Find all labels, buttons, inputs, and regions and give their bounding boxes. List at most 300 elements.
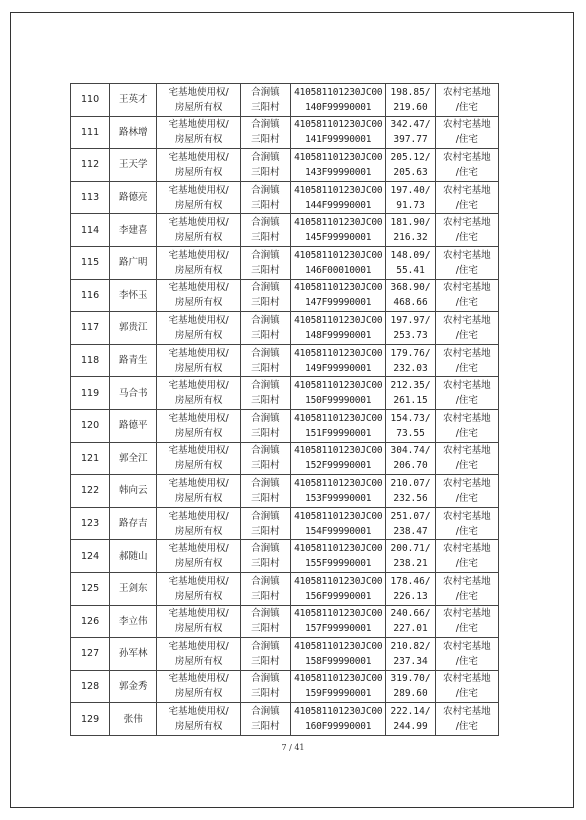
- row-number-cell: [71, 703, 110, 736]
- usage-line-2: /住宅: [455, 395, 478, 407]
- location-cell: [240, 116, 290, 149]
- building-area: 397.77: [393, 134, 428, 146]
- location-town: 合涧镇: [251, 380, 280, 392]
- row-number-cell: [71, 246, 110, 279]
- right-type-cell: [157, 214, 240, 247]
- owner-name-cell: [110, 409, 157, 442]
- building-area: 238.47: [393, 525, 428, 537]
- location-town: 合涧镇: [251, 249, 280, 261]
- location-cell: [240, 703, 290, 736]
- usage-line-2: /住宅: [455, 134, 478, 146]
- right-type-line-1: 宅基地使用权/: [168, 477, 229, 489]
- location-town: 合涧镇: [251, 412, 280, 424]
- usage-line-2: /住宅: [455, 623, 478, 635]
- area-cell: [386, 475, 435, 508]
- owner-name-cell: [110, 344, 157, 377]
- right-type-line-2: 房屋所有权: [174, 655, 223, 667]
- land-area: 197.97/: [390, 314, 431, 326]
- parcel-code-cell: [291, 670, 386, 703]
- owner-name: 李怀玉: [119, 289, 148, 301]
- land-area: 240.66/: [390, 608, 431, 620]
- row-number-cell: [71, 116, 110, 149]
- owner-name: 王剑东: [119, 583, 148, 595]
- table-row: [71, 409, 499, 442]
- parcel-code-cell: [291, 638, 386, 671]
- area-cell: [386, 84, 435, 117]
- right-type-line-2: 房屋所有权: [174, 688, 223, 700]
- usage-line-1: 农村宅基地: [443, 249, 491, 261]
- usage-cell: [435, 703, 498, 736]
- parcel-code-cell: [291, 475, 386, 508]
- right-type-line-2: 房屋所有权: [174, 134, 223, 146]
- right-type-line-2: 房屋所有权: [174, 166, 223, 178]
- parcel-code-line-1: 410581101230JC00: [294, 706, 383, 718]
- row-number: 124: [81, 550, 100, 562]
- location-town: 合涧镇: [251, 543, 280, 555]
- parcel-code-line-1: 410581101230JC00: [294, 575, 383, 587]
- right-type-cell: [157, 638, 240, 671]
- location-cell: [240, 442, 290, 475]
- owner-name: 路德平: [119, 420, 148, 432]
- usage-line-2: /住宅: [455, 525, 478, 537]
- parcel-code-line-2: 146F00010001: [305, 264, 372, 276]
- owner-name-cell: [110, 605, 157, 638]
- area-cell: [386, 540, 435, 573]
- row-number-cell: [71, 572, 110, 605]
- row-number: 125: [81, 583, 100, 595]
- owner-name-cell: [110, 670, 157, 703]
- row-number-cell: [71, 670, 110, 703]
- area-cell: [386, 409, 435, 442]
- owner-name-cell: [110, 214, 157, 247]
- usage-cell: [435, 84, 498, 117]
- parcel-code-line-2: 150F99990001: [305, 395, 372, 407]
- usage-line-2: /住宅: [455, 101, 478, 113]
- building-area: 261.15: [393, 395, 428, 407]
- table-row: [71, 442, 499, 475]
- parcel-code-line-2: 160F99990001: [305, 721, 372, 733]
- usage-line-1: 农村宅基地: [443, 282, 491, 294]
- usage-line-2: /住宅: [455, 688, 478, 700]
- land-area: 205.12/: [390, 151, 431, 163]
- location-town: 合涧镇: [251, 184, 280, 196]
- owner-name: 李建喜: [119, 224, 148, 236]
- owner-name: 路青生: [119, 355, 148, 367]
- parcel-code-line-2: 154F99990001: [305, 525, 372, 537]
- page-number: 7 / 41: [281, 743, 305, 752]
- owner-name-cell: [110, 246, 157, 279]
- parcel-code-line-2: 143F99990001: [305, 166, 372, 178]
- parcel-code-cell: [291, 279, 386, 312]
- usage-line-2: /住宅: [455, 329, 478, 341]
- location-village: 三阳村: [251, 427, 280, 439]
- parcel-code-line-1: 410581101230JC00: [294, 412, 383, 424]
- parcel-code-line-1: 410581101230JC00: [294, 445, 383, 457]
- row-number: 114: [81, 224, 100, 236]
- parcel-code-cell: [291, 84, 386, 117]
- row-number: 127: [81, 648, 100, 660]
- building-area: 468.66: [393, 297, 428, 309]
- building-area: 232.03: [393, 362, 428, 374]
- row-number-cell: [71, 312, 110, 345]
- building-area: 206.70: [393, 460, 428, 472]
- right-type-line-2: 房屋所有权: [174, 525, 223, 537]
- location-cell: [240, 475, 290, 508]
- usage-line-2: /住宅: [455, 362, 478, 374]
- row-number-cell: [71, 442, 110, 475]
- usage-cell: [435, 409, 498, 442]
- parcel-code-line-1: 410581101230JC00: [294, 477, 383, 489]
- row-number: 113: [81, 192, 100, 204]
- owner-name: 王天学: [119, 159, 148, 171]
- usage-line-1: 农村宅基地: [443, 314, 491, 326]
- parcel-code-line-1: 410581101230JC00: [294, 249, 383, 261]
- usage-line-2: /住宅: [455, 655, 478, 667]
- area-cell: [386, 507, 435, 540]
- owner-name: 马合书: [119, 387, 148, 399]
- row-number-cell: [71, 214, 110, 247]
- usage-cell: [435, 540, 498, 573]
- row-number-cell: [71, 377, 110, 410]
- right-type-cell: [157, 540, 240, 573]
- owner-name: 郭贵江: [119, 322, 148, 334]
- location-town: 合涧镇: [251, 86, 280, 98]
- right-type-line-2: 房屋所有权: [174, 362, 223, 374]
- right-type-cell: [157, 344, 240, 377]
- building-area: 253.73: [393, 329, 428, 341]
- owner-name-cell: [110, 638, 157, 671]
- parcel-code-line-2: 155F99990001: [305, 558, 372, 570]
- land-area: 181.90/: [390, 217, 431, 229]
- location-cell: [240, 312, 290, 345]
- location-town: 合涧镇: [251, 640, 280, 652]
- parcel-code-line-2: 157F99990001: [305, 623, 372, 635]
- area-cell: [386, 312, 435, 345]
- right-type-cell: [157, 605, 240, 638]
- location-cell: [240, 149, 290, 182]
- usage-line-1: 农村宅基地: [443, 119, 491, 131]
- usage-line-2: /住宅: [455, 232, 478, 244]
- parcel-code-cell: [291, 312, 386, 345]
- location-town: 合涧镇: [251, 445, 280, 457]
- right-type-line-1: 宅基地使用权/: [168, 347, 229, 359]
- table-row: [71, 638, 499, 671]
- land-area: 154.73/: [390, 412, 431, 424]
- right-type-cell: [157, 279, 240, 312]
- row-number: 122: [81, 485, 100, 497]
- right-type-line-1: 宅基地使用权/: [168, 575, 229, 587]
- right-type-line-1: 宅基地使用权/: [168, 217, 229, 229]
- parcel-code-line-2: 140F99990001: [305, 101, 372, 113]
- location-cell: [240, 377, 290, 410]
- usage-cell: [435, 312, 498, 345]
- area-cell: [386, 670, 435, 703]
- location-town: 合涧镇: [251, 347, 280, 359]
- parcel-code-line-2: 147F99990001: [305, 297, 372, 309]
- usage-line-1: 农村宅基地: [443, 380, 491, 392]
- owner-name: 郝随山: [119, 550, 148, 562]
- building-area: 244.99: [393, 721, 428, 733]
- building-area: 232.56: [393, 492, 428, 504]
- row-number: 117: [81, 322, 100, 334]
- building-area: 227.01: [393, 623, 428, 635]
- right-type-line-2: 房屋所有权: [174, 558, 223, 570]
- location-cell: [240, 605, 290, 638]
- parcel-code-line-1: 410581101230JC00: [294, 119, 383, 131]
- row-number-cell: [71, 84, 110, 117]
- land-area: 200.71/: [390, 543, 431, 555]
- row-number: 116: [81, 289, 100, 301]
- right-type-line-2: 房屋所有权: [174, 395, 223, 407]
- usage-cell: [435, 442, 498, 475]
- usage-cell: [435, 572, 498, 605]
- land-area: 368.90/: [390, 282, 431, 294]
- parcel-code-cell: [291, 246, 386, 279]
- usage-cell: [435, 670, 498, 703]
- right-type-cell: [157, 377, 240, 410]
- parcel-code-cell: [291, 409, 386, 442]
- owner-name: 路德亮: [119, 192, 148, 204]
- area-cell: [386, 442, 435, 475]
- owner-name-cell: [110, 703, 157, 736]
- land-area: 319.70/: [390, 673, 431, 685]
- owner-name-cell: [110, 84, 157, 117]
- right-type-cell: [157, 149, 240, 182]
- usage-line-1: 农村宅基地: [443, 86, 491, 98]
- location-village: 三阳村: [251, 329, 280, 341]
- row-number: 112: [81, 159, 100, 171]
- area-cell: [386, 703, 435, 736]
- row-number: 121: [81, 452, 100, 464]
- area-cell: [386, 149, 435, 182]
- row-number: 123: [81, 518, 100, 530]
- owner-name-cell: [110, 116, 157, 149]
- parcel-code-line-2: 158F99990001: [305, 655, 372, 667]
- right-type-line-1: 宅基地使用权/: [168, 640, 229, 652]
- row-number: 110: [81, 94, 100, 106]
- right-type-line-1: 宅基地使用权/: [168, 314, 229, 326]
- parcel-code-line-2: 141F99990001: [305, 134, 372, 146]
- area-cell: [386, 377, 435, 410]
- usage-line-2: /住宅: [455, 264, 478, 276]
- land-area: 342.47/: [390, 119, 431, 131]
- parcel-code-cell: [291, 149, 386, 182]
- right-type-line-2: 房屋所有权: [174, 623, 223, 635]
- parcel-code-line-2: 145F99990001: [305, 232, 372, 244]
- table-row: [71, 670, 499, 703]
- parcel-code-cell: [291, 540, 386, 573]
- right-type-cell: [157, 670, 240, 703]
- location-cell: [240, 279, 290, 312]
- usage-line-2: /住宅: [455, 199, 478, 211]
- right-type-line-1: 宅基地使用权/: [168, 445, 229, 457]
- location-town: 合涧镇: [251, 217, 280, 229]
- right-type-line-1: 宅基地使用权/: [168, 119, 229, 131]
- parcel-code-cell: [291, 181, 386, 214]
- table-row: [71, 279, 499, 312]
- right-type-line-2: 房屋所有权: [174, 427, 223, 439]
- location-village: 三阳村: [251, 558, 280, 570]
- table-row: [71, 116, 499, 149]
- owner-name: 郭全江: [119, 452, 148, 464]
- row-number: 111: [81, 126, 100, 138]
- area-cell: [386, 279, 435, 312]
- right-type-line-1: 宅基地使用权/: [168, 608, 229, 620]
- owner-name: 李立伟: [119, 615, 148, 627]
- right-type-line-1: 宅基地使用权/: [168, 86, 229, 98]
- right-type-cell: [157, 409, 240, 442]
- location-cell: [240, 344, 290, 377]
- location-town: 合涧镇: [251, 282, 280, 294]
- usage-cell: [435, 377, 498, 410]
- owner-name: 路林增: [119, 126, 148, 138]
- owner-name: 路存吉: [119, 518, 148, 530]
- usage-cell: [435, 149, 498, 182]
- parcel-code-line-1: 410581101230JC00: [294, 347, 383, 359]
- land-area: 210.07/: [390, 477, 431, 489]
- owner-name-cell: [110, 475, 157, 508]
- location-town: 合涧镇: [251, 575, 280, 587]
- parcel-code-cell: [291, 442, 386, 475]
- right-type-cell: [157, 84, 240, 117]
- building-area: 205.63: [393, 166, 428, 178]
- usage-line-1: 农村宅基地: [443, 445, 491, 457]
- location-village: 三阳村: [251, 623, 280, 635]
- parcel-code-cell: [291, 214, 386, 247]
- parcel-code-cell: [291, 507, 386, 540]
- location-cell: [240, 572, 290, 605]
- usage-cell: [435, 181, 498, 214]
- area-cell: [386, 572, 435, 605]
- owner-name: 孙军林: [119, 648, 148, 660]
- usage-line-1: 农村宅基地: [443, 673, 491, 685]
- usage-line-2: /住宅: [455, 460, 478, 472]
- owner-name-cell: [110, 181, 157, 214]
- location-town: 合涧镇: [251, 608, 280, 620]
- usage-line-2: /住宅: [455, 590, 478, 602]
- building-area: 219.60: [393, 101, 428, 113]
- usage-line-2: /住宅: [455, 721, 478, 733]
- owner-name-cell: [110, 149, 157, 182]
- right-type-cell: [157, 312, 240, 345]
- location-cell: [240, 409, 290, 442]
- parcel-code-line-2: 144F99990001: [305, 199, 372, 211]
- parcel-code-line-1: 410581101230JC00: [294, 673, 383, 685]
- table-row: [71, 475, 499, 508]
- usage-cell: [435, 246, 498, 279]
- area-cell: [386, 344, 435, 377]
- registration-table: [70, 83, 499, 736]
- location-village: 三阳村: [251, 134, 280, 146]
- location-village: 三阳村: [251, 688, 280, 700]
- parcel-code-cell: [291, 703, 386, 736]
- parcel-code-line-1: 410581101230JC00: [294, 151, 383, 163]
- land-area: 251.07/: [390, 510, 431, 522]
- location-cell: [240, 540, 290, 573]
- usage-cell: [435, 214, 498, 247]
- table-row: [71, 377, 499, 410]
- parcel-code-cell: [291, 572, 386, 605]
- area-cell: [386, 246, 435, 279]
- row-number: 128: [81, 680, 100, 692]
- right-type-line-1: 宅基地使用权/: [168, 380, 229, 392]
- table-row: [71, 312, 499, 345]
- building-area: 55.41: [396, 264, 425, 276]
- usage-line-1: 农村宅基地: [443, 575, 491, 587]
- right-type-line-2: 房屋所有权: [174, 329, 223, 341]
- row-number-cell: [71, 181, 110, 214]
- building-area: 73.55: [396, 427, 425, 439]
- land-area: 222.14/: [390, 706, 431, 718]
- row-number-cell: [71, 149, 110, 182]
- row-number: 118: [81, 355, 100, 367]
- row-number-cell: [71, 409, 110, 442]
- building-area: 237.34: [393, 655, 428, 667]
- owner-name-cell: [110, 312, 157, 345]
- usage-cell: [435, 638, 498, 671]
- building-area: 289.60: [393, 688, 428, 700]
- location-village: 三阳村: [251, 264, 280, 276]
- location-village: 三阳村: [251, 655, 280, 667]
- table-row: [71, 605, 499, 638]
- parcel-code-line-2: 153F99990001: [305, 492, 372, 504]
- location-village: 三阳村: [251, 199, 280, 211]
- usage-line-1: 农村宅基地: [443, 706, 491, 718]
- usage-line-2: /住宅: [455, 492, 478, 504]
- owner-name-cell: [110, 507, 157, 540]
- owner-name-cell: [110, 572, 157, 605]
- usage-line-1: 农村宅基地: [443, 543, 491, 555]
- parcel-code-line-1: 410581101230JC00: [294, 217, 383, 229]
- parcel-code-cell: [291, 116, 386, 149]
- right-type-cell: [157, 442, 240, 475]
- parcel-code-line-1: 410581101230JC00: [294, 510, 383, 522]
- parcel-code-line-1: 410581101230JC00: [294, 608, 383, 620]
- location-village: 三阳村: [251, 101, 280, 113]
- right-type-line-1: 宅基地使用权/: [168, 249, 229, 261]
- area-cell: [386, 116, 435, 149]
- location-town: 合涧镇: [251, 510, 280, 522]
- usage-line-1: 农村宅基地: [443, 510, 491, 522]
- owner-name-cell: [110, 377, 157, 410]
- row-number-cell: [71, 638, 110, 671]
- location-cell: [240, 246, 290, 279]
- owner-name-cell: [110, 279, 157, 312]
- land-area: 198.85/: [390, 86, 431, 98]
- building-area: 216.32: [393, 232, 428, 244]
- row-number-cell: [71, 344, 110, 377]
- table-row: [71, 703, 499, 736]
- parcel-code-cell: [291, 605, 386, 638]
- parcel-code-line-2: 159F99990001: [305, 688, 372, 700]
- table-row: [71, 344, 499, 377]
- location-cell: [240, 670, 290, 703]
- parcel-code-line-1: 410581101230JC00: [294, 380, 383, 392]
- usage-line-2: /住宅: [455, 427, 478, 439]
- right-type-line-1: 宅基地使用权/: [168, 510, 229, 522]
- parcel-code-line-2: 149F99990001: [305, 362, 372, 374]
- right-type-line-1: 宅基地使用权/: [168, 412, 229, 424]
- parcel-code-line-1: 410581101230JC00: [294, 314, 383, 326]
- location-village: 三阳村: [251, 362, 280, 374]
- owner-name: 张伟: [123, 713, 143, 725]
- parcel-code-cell: [291, 344, 386, 377]
- right-type-cell: [157, 116, 240, 149]
- usage-line-1: 农村宅基地: [443, 347, 491, 359]
- right-type-line-2: 房屋所有权: [174, 199, 223, 211]
- location-town: 合涧镇: [251, 151, 280, 163]
- owner-name: 韩向云: [119, 485, 148, 497]
